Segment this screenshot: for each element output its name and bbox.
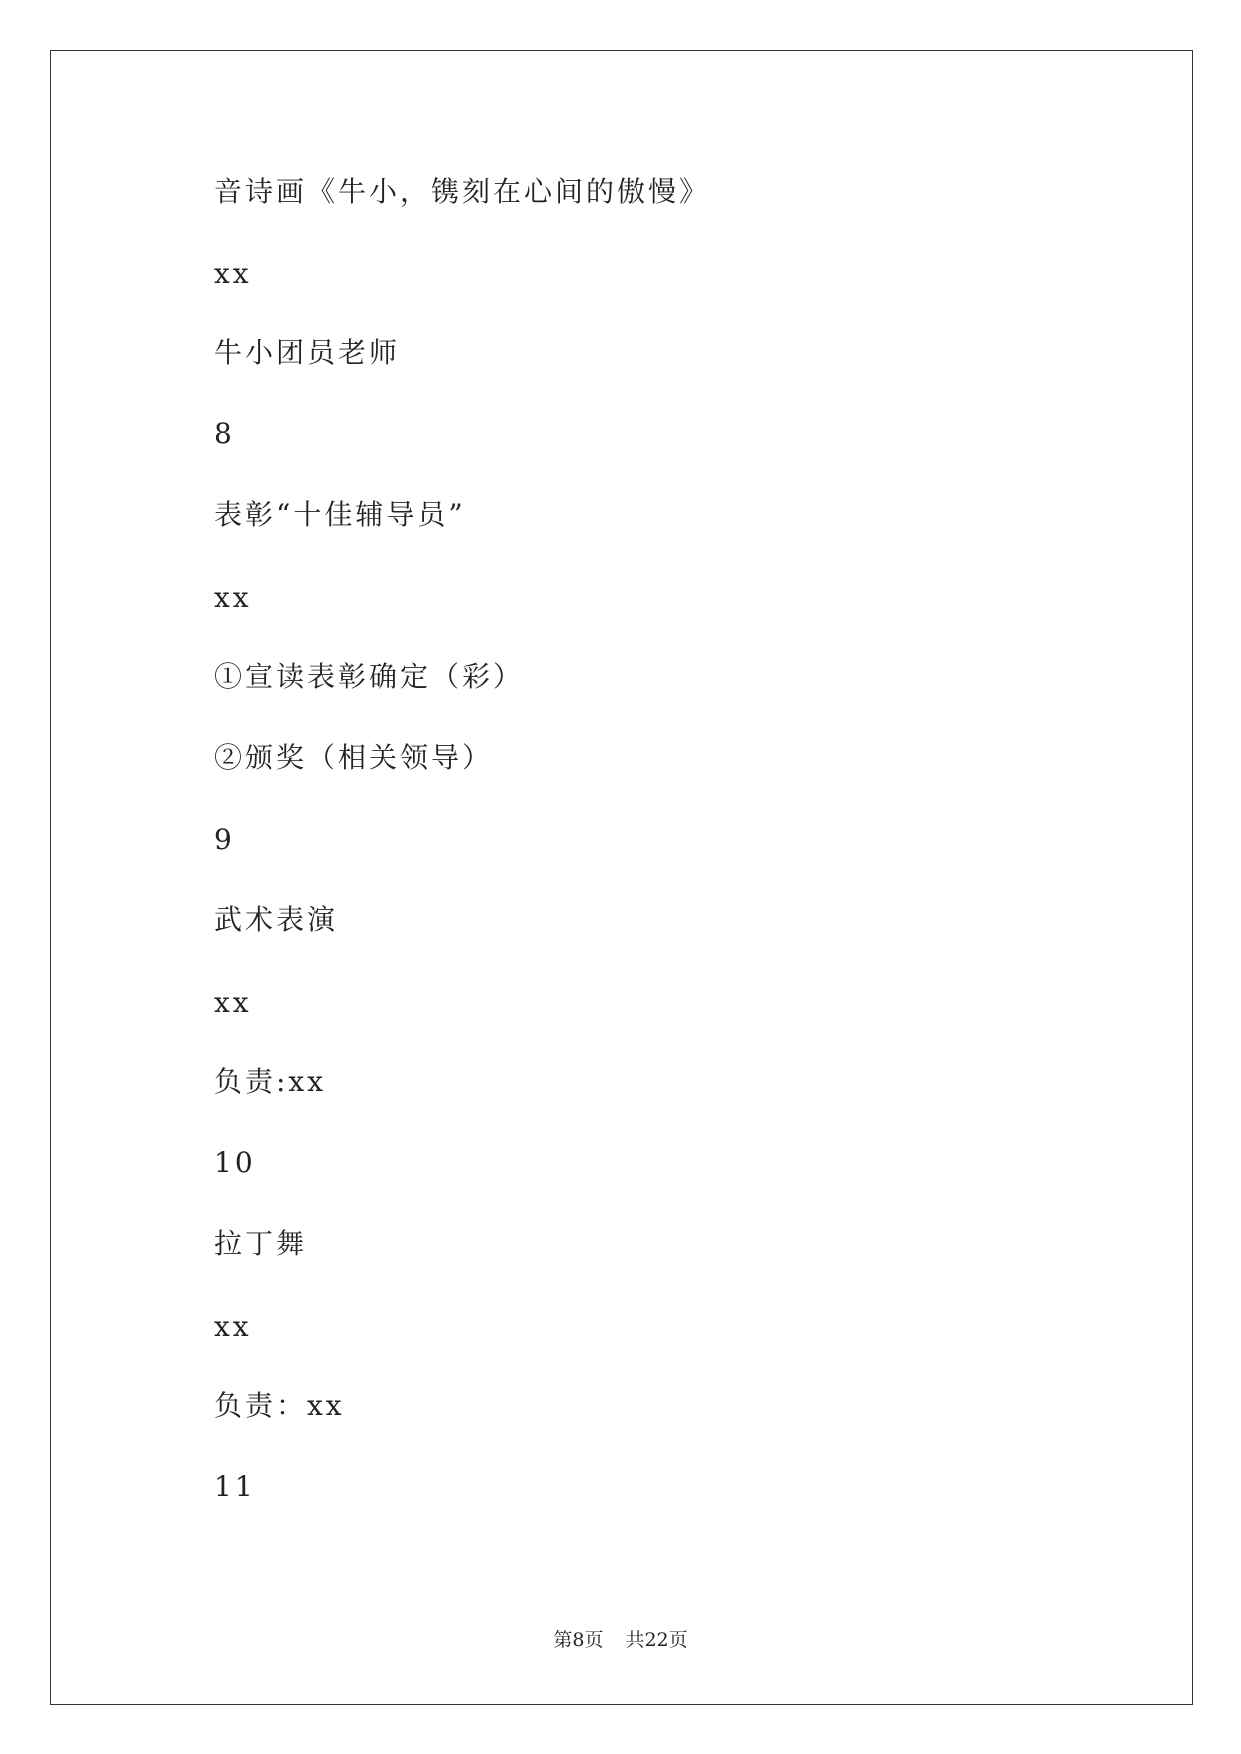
page-number: 第8页 bbox=[553, 1629, 604, 1651]
program-line: 武术表演 bbox=[214, 903, 339, 936]
program-line: xx bbox=[214, 1310, 252, 1343]
program-line: xx bbox=[214, 986, 252, 1019]
program-line: 8 bbox=[214, 417, 235, 450]
program-line: 音诗画《牛小，镌刻在心间的傲慢》 bbox=[214, 175, 711, 208]
program-line: 11 bbox=[214, 1470, 256, 1503]
program-line: 9 bbox=[214, 823, 235, 856]
program-line: 牛小团员老师 bbox=[214, 336, 401, 369]
program-line: 负责:xx bbox=[214, 1065, 327, 1098]
program-line: ①宣读表彰确定（彩） bbox=[214, 660, 525, 693]
page-border bbox=[50, 50, 1193, 1705]
page-total: 共22页 bbox=[625, 1629, 688, 1651]
program-line: xx bbox=[214, 581, 252, 614]
program-line: 拉丁舞 bbox=[214, 1227, 308, 1260]
page-footer bbox=[0, 1628, 1241, 1652]
program-line: 10 bbox=[214, 1146, 256, 1179]
program-line: xx bbox=[214, 257, 252, 290]
program-line: 负责：xx bbox=[214, 1389, 345, 1422]
program-line: 表彰“十佳辅导员” bbox=[214, 498, 466, 531]
program-line: ②颁奖（相关领导） bbox=[214, 741, 494, 774]
